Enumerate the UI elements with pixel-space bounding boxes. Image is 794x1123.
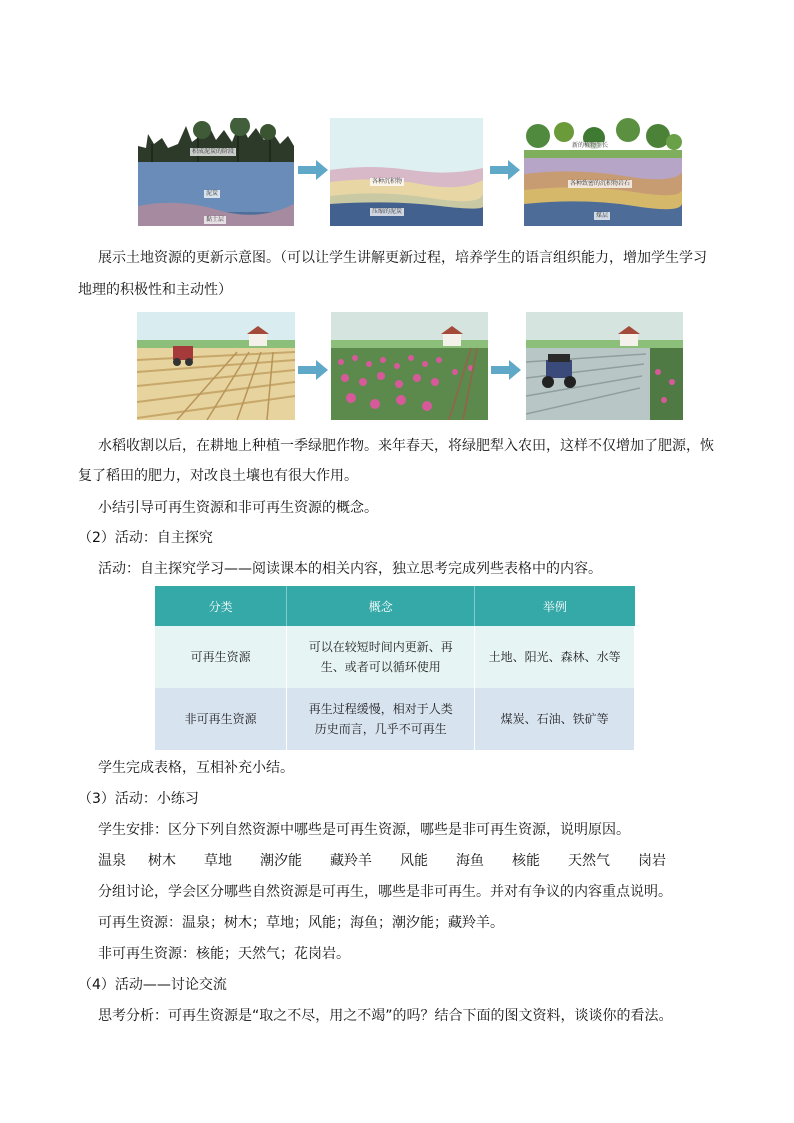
paragraph-summary-concepts: 小结引导可再生资源和非可再生资源的概念。 <box>98 500 378 516</box>
table-header-row <box>155 586 635 626</box>
panel1-bottom-label: 黏土层 <box>206 216 225 223</box>
right-arrow-icon <box>298 160 328 180</box>
table-header-category: 分类 <box>155 586 287 626</box>
table-row <box>155 688 635 750</box>
resource-term: 核能 <box>512 853 540 869</box>
right-arrow-icon <box>490 160 520 180</box>
peat-swamp-illustration <box>138 118 294 226</box>
panel2-mid-label: 各种沉积物 <box>372 178 403 185</box>
sediment-layers-illustration <box>330 118 483 226</box>
table-cell-category: 可再生资源 <box>155 626 287 688</box>
resource-term: 树木 <box>148 853 176 869</box>
panel3-top-label: 新的植物生长 <box>572 142 609 149</box>
nonrenewable-answer: 非可再生资源：核能；天然气；花岗岩。 <box>98 946 350 962</box>
table-cell-example: 煤炭、石油、铁矿等 <box>475 688 635 750</box>
resource-term: 天然气 <box>568 853 610 869</box>
table-cell-concept <box>287 688 475 750</box>
panel1-top-label: 积成泥炭的阶段 <box>192 148 235 155</box>
panel2-bottom-label: 压缩的泥炭 <box>372 208 403 215</box>
figure-field-panel-3 <box>526 312 683 420</box>
resource-term: 温泉 <box>98 853 126 869</box>
resource-term: 海鱼 <box>456 853 484 869</box>
panel3-bottom-label: 煤层 <box>596 212 609 219</box>
section-heading-practice: （3）活动：小练习 <box>78 791 199 807</box>
resource-term: 岗岩 <box>638 853 666 869</box>
harvest-field-illustration <box>137 312 295 420</box>
table-cell-concept <box>287 626 475 688</box>
activity-description: 活动：自主探究学习——阅读课本的相关内容，独立思考完成列些表格中的内容。 <box>98 561 602 577</box>
renewable-answer: 可再生资源：温泉；树木；草地；风能；海鱼；潮汐能；藏羚羊。 <box>98 915 504 931</box>
paragraph-land-renewal-cont: 地理的积极性和主动性） <box>78 282 232 298</box>
paragraph-complete-table: 学生完成表格，互相补充小结。 <box>98 760 294 776</box>
concept-line: 生、或者可以循环使用 <box>320 660 441 674</box>
resource-term: 草地 <box>204 853 232 869</box>
paragraph-green-manure: 水稻收割以后，在耕地上种植一季绿肥作物。来年春天，将绿肥犁入农田，这样不仅增加了肥源，恢 <box>98 438 714 454</box>
section-heading-discussion: （4）活动——讨论交流 <box>78 977 227 993</box>
resource-term: 潮汐能 <box>260 853 302 869</box>
table-cell-category: 非可再生资源 <box>155 688 287 750</box>
table-header-example: 举例 <box>475 586 635 626</box>
figure-peat-panel-2 <box>330 118 483 226</box>
coal-seam-illustration <box>524 118 682 226</box>
green-manure-field-illustration <box>331 312 488 420</box>
practice-instruction: 学生安排：区分下列自然资源中哪些是可再生资源，哪些是非可再生资源，说明原因。 <box>98 822 630 838</box>
group-discussion-text: 分组讨论，学会区分哪些自然资源是可再生，哪些是非可再生。并对有争议的内容重点说明。 <box>98 884 672 900</box>
figure-field-panel-1 <box>137 312 295 420</box>
paragraph-land-renewal: 展示土地资源的更新示意图。（可以让学生讲解更新过程，培养学生的语言组织能力，增加学生学习 <box>98 250 707 266</box>
table-header-concept: 概念 <box>287 586 475 626</box>
paragraph-green-manure-cont: 复了稻田的肥力，对改良土壤也有很大作用。 <box>78 468 358 484</box>
concept-line: 历史而言，几乎不可再生 <box>314 722 447 736</box>
resource-classification-table <box>155 586 635 750</box>
resource-term-list <box>98 851 698 871</box>
panel3-mid-label: 各种致密的沉积物岩石 <box>570 180 631 187</box>
right-arrow-icon <box>491 360 521 380</box>
resource-term: 风能 <box>400 853 428 869</box>
discussion-question: 思考分析：可再生资源是“取之不尽，用之不竭”的吗？结合下面的图文资料，谈谈你的看法。 <box>98 1008 673 1024</box>
concept-line: 再生过程缓慢，相对于人类 <box>308 702 453 716</box>
table-row <box>155 626 635 688</box>
figure-field-panel-2 <box>331 312 488 420</box>
figure-peat-panel-3 <box>524 118 682 226</box>
concept-line: 可以在较短时间内更新、再 <box>308 640 453 654</box>
resource-term: 藏羚羊 <box>330 853 372 869</box>
table-cell-example: 土地、阳光、森林、水等 <box>475 626 635 688</box>
section-heading-self-exploration: （2）活动：自主探究 <box>78 530 213 546</box>
plowed-paddy-illustration <box>526 312 683 420</box>
figure-peat-panel-1 <box>138 118 294 226</box>
right-arrow-icon <box>298 360 328 380</box>
panel1-mid-label: 泥炭 <box>206 190 219 197</box>
